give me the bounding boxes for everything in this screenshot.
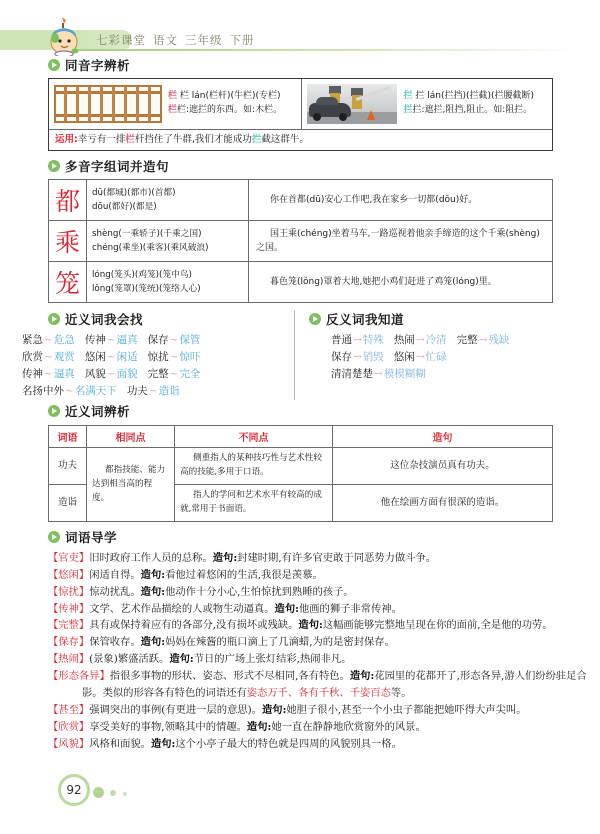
pair-source: 热闹 (393, 334, 415, 347)
pair-target: 冷清 (425, 334, 447, 347)
homophone-pinyin-line: 拦 lán(拦挡)(拦截)(拦腰截断) (415, 91, 535, 102)
pair-row (22, 332, 290, 349)
word-guide-entry (48, 584, 600, 601)
word-guide-example-label: 造句: (150, 737, 176, 750)
column-header: 造句 (333, 426, 553, 448)
polyphone-word-line: lǒng(笼罩)(笼统)(笼络人心) (92, 284, 201, 295)
page-header (0, 0, 600, 56)
pair-target: 危急 (53, 334, 75, 347)
pair-row (22, 383, 290, 400)
word-guide-keyword: 【官吏】 (48, 551, 90, 564)
decor-dot (110, 790, 116, 796)
pair-separator: ~ (65, 385, 74, 398)
word-guide-definition: 文学、艺术作品描绘的人或物生动逼真。 (89, 602, 275, 615)
pair-source: 悠闲 (393, 351, 415, 364)
polyphone-sentence: 暮色笼(lǒng)罩着大地,她把小鸡们赶进了鸡笼(lóng)里。 (249, 262, 553, 303)
syn-difference: 侧重指人的某种技巧性与艺术性较高的技能,多用于口语。 (175, 448, 333, 485)
section-synonyms-heading (0, 310, 290, 328)
word-guide-example-label: 造句: (140, 568, 166, 581)
wooden-fence-photo (54, 85, 162, 123)
pair-separator: ~ (169, 368, 179, 381)
pair-source: 悠闲 (84, 351, 106, 364)
homophone-meaning-line: 栏:遮拦的东西。如:木栏。 (177, 105, 283, 115)
homophone-box (48, 78, 553, 151)
polyphone-word-line: dū(都城)(都市)(首都) (92, 187, 176, 198)
section-title: 反义词我知道 (326, 312, 405, 328)
homophone-meaning-line: 拦:遮拦,阻挡,阻止。如:阻拦。 (412, 105, 533, 115)
word-guide-example: 她一直在静静地欣赏窗外的风景。 (271, 720, 426, 733)
syn-word: 功夫 (49, 448, 87, 485)
homophone-text: 拦 拦 lán(拦挡)(拦截)(拦腰截断) 拦拦:遮拦,阻挡,阻止。如:阻拦。 (403, 91, 535, 115)
pair-row (22, 366, 290, 383)
usage-fragment: 幸亏有一排 (77, 134, 126, 145)
word-guide-example-label: 造句: (212, 551, 238, 564)
pair-target: 残缺 (488, 334, 510, 347)
word-guide-entry (48, 601, 600, 618)
mascot-icon (42, 16, 88, 56)
pair-row (331, 366, 556, 383)
word-guide-definition: 享受美好的事物,领略其中的情趣。 (89, 720, 247, 733)
syn-analysis-table (48, 425, 553, 522)
pair-separator: ~ (106, 368, 116, 381)
pair-source: 紧急 (22, 334, 43, 347)
pair-row (22, 349, 290, 366)
pair-source: 清清楚楚 (331, 368, 373, 381)
pair-target: 观赏 (53, 351, 75, 364)
word-guide-example-label: 造句: (246, 720, 272, 733)
pair-target: 完全 (179, 368, 201, 381)
word-guide-example: 他动作十分小心,生怕惊扰到熟睡的孩子。 (165, 585, 354, 598)
word-guide-entry (48, 668, 600, 702)
pair-target: 销毁 (362, 351, 384, 364)
synonym-antonym-row (0, 310, 600, 400)
pair-separator: ~ (169, 351, 179, 364)
word-guide-keyword: 【欣赏】 (48, 720, 90, 733)
play-bullet-icon (48, 531, 60, 543)
syn-difference: 指人的学问和艺术水平有较高的成就,常用于书面语。 (175, 485, 333, 522)
word-guide-keyword: 【惊扰】 (48, 585, 90, 598)
play-bullet-icon (48, 313, 60, 325)
word-guide-entry (48, 651, 600, 668)
word-guide-keyword: 【甚至】 (48, 703, 90, 716)
section-title: 多音字组词并造句 (65, 159, 170, 175)
header-subject: 语文 (153, 33, 178, 47)
word-guide-example-label: 造句: (274, 602, 299, 615)
pair-separator: ~ (44, 351, 53, 364)
pair-target: 特殊 (362, 334, 384, 347)
toll-gate-barrier-photo (307, 84, 397, 124)
pair-separator: → (353, 334, 362, 347)
pair-target: 保管 (179, 334, 201, 347)
word-guide-example: 看他过着悠闲的生活,我很是羡慕。 (165, 568, 323, 581)
pair-target: 逼真 (116, 334, 138, 347)
pair-separator: → (415, 351, 425, 364)
column-header: 相同点 (87, 426, 175, 448)
polyphone-char: 笼 (49, 262, 87, 303)
section-title: 词语导学 (65, 529, 118, 545)
word-guide-example: 封建时期,有许多官吏敢于同恶势力做斗争。 (237, 551, 437, 564)
section-title: 同音字辨析 (65, 58, 131, 73)
word-guide-entry (48, 634, 600, 651)
pair-target: 模模糊糊 (383, 368, 426, 381)
antonyms-list (309, 332, 556, 383)
word-guide-example-label: 造句: (140, 585, 166, 598)
section-syn-analysis-heading (0, 402, 600, 420)
pair-separator: ~ (106, 351, 116, 364)
column-header: 不同点 (175, 426, 333, 448)
pair-source: 传神 (84, 334, 106, 347)
word-guide-entry (48, 550, 600, 567)
word-guide-definition: 具有或保持着应有的各部分,没有损坏或残缺。 (89, 619, 299, 632)
table-header-row (49, 426, 553, 448)
word-guide-definition: 旧时政府工作人员的总称。 (89, 551, 213, 564)
word-guide-example: 妈妈在辣酱的瓶口滴上了几滴蜡,为的是密封保存。 (165, 636, 395, 649)
word-guide-section (0, 528, 600, 753)
word-guide-keyword: 【完整】 (48, 619, 90, 632)
usage-label: 运用: (55, 134, 78, 145)
pair-target: 名满天下 (74, 385, 117, 398)
word-guide-keyword: 【悠闲】 (48, 568, 90, 581)
word-guide-example-label: 造句: (169, 653, 194, 666)
table-row (49, 448, 553, 485)
word-guide-example: 他画的狮子非常传神。 (298, 602, 402, 615)
word-guide-example-label: 造句: (349, 670, 375, 683)
section-title: 近义词辨析 (65, 404, 131, 420)
usage-fragment: 杆挡住了牛群,我们才能成功 (134, 134, 252, 145)
polyphone-sentence: 国王乘(chéng)坐着马车,一路巡视着他亲手缔造的这个千乘(shèng)之国。 (249, 221, 553, 262)
syn-word: 造诣 (49, 485, 87, 522)
polyphone-words (87, 180, 249, 221)
play-bullet-icon (309, 313, 321, 325)
word-guide-example: 节日的广场上张灯结彩,热闹非凡。 (193, 653, 352, 666)
table-row (49, 221, 553, 262)
word-guide-definition: 强调突出的事例(有更进一层的意思)。 (89, 703, 262, 716)
header-rule (78, 49, 578, 51)
polyphone-sentence: 你在首都(dū)安心工作吧,我在家乡一切都(dōu)好。 (249, 180, 553, 221)
polyphone-word-line: shèng(一乘轿子)(千乘之国) (92, 228, 202, 239)
word-guide-example-highlight: 姿态万千、各有千秋、千姿百态 (246, 686, 391, 699)
pair-source: 名扬中外 (22, 385, 64, 398)
word-guide-entry (48, 617, 600, 634)
word-guide-example: 这幅画能够完整地呈现在你的面前,全是他的功劳。 (322, 619, 553, 632)
word-guide-keyword: 【热闹】 (48, 653, 90, 666)
header-volume: 下册 (229, 33, 255, 47)
word-guide-definition: 惊动扰乱。 (89, 585, 141, 598)
word-guide-keyword: 【传神】 (48, 602, 90, 615)
polyphone-char: 乘 (49, 221, 87, 262)
word-guide-entry (48, 719, 600, 736)
pair-target: 忙碌 (425, 351, 447, 364)
pair-separator: → (374, 368, 383, 381)
word-guide-example: 花园里的花都开了,形态各异,游人们纷纷驻足合影。类似的形容各有特色的词语还有 (82, 670, 587, 699)
usage-fragment: 拦 (251, 134, 262, 145)
decor-dot (123, 792, 127, 796)
word-guide-entry (48, 736, 600, 753)
antonyms-column (294, 310, 556, 400)
word-guide-keyword: 【风貌】 (48, 737, 90, 750)
syn-sentence: 他在绘画方面有很深的造诣。 (333, 485, 553, 522)
homophone-cell (301, 79, 553, 129)
pair-source: 保存 (331, 351, 352, 364)
word-guide-definition: (景象)繁盛活跃。 (89, 653, 170, 666)
pair-source: 完整 (456, 334, 478, 347)
play-bullet-icon (48, 405, 60, 417)
section-title: 近义词我会找 (65, 312, 144, 328)
play-bullet-icon (48, 160, 60, 172)
pair-separator: → (415, 334, 425, 347)
pair-source: 传神 (22, 368, 43, 381)
synonyms-list (0, 332, 290, 400)
table-row (49, 262, 553, 303)
play-bullet-icon (48, 59, 60, 71)
pair-target: 闲适 (116, 351, 138, 364)
header-brand: 七彩课堂 (96, 33, 146, 47)
word-guide-keyword: 【形态各异】 (48, 670, 110, 683)
section-word-guide-heading (0, 528, 600, 546)
pair-source: 功夫 (126, 385, 148, 398)
word-guide-example-label: 造句: (261, 703, 287, 716)
pair-target: 惊吓 (179, 351, 201, 364)
word-guide-keyword: 【保存】 (48, 636, 90, 649)
pair-separator: ~ (44, 368, 53, 381)
word-guide-example-label: 造句: (140, 636, 166, 649)
pair-separator: → (353, 351, 362, 364)
pair-separator: ~ (169, 334, 179, 347)
polyphone-word-line: chéng(乘坐)(乘客)(乘风破浪) (92, 243, 209, 254)
pair-source: 普通 (331, 334, 352, 347)
homophone-usage-row (49, 129, 552, 150)
pair-separator: ~ (148, 385, 158, 398)
word-guide-entry (48, 702, 600, 719)
pair-source: 保存 (147, 334, 169, 347)
section-antonyms-heading (309, 310, 556, 328)
pair-separator: → (478, 334, 488, 347)
decor-dot (93, 787, 104, 798)
word-guide-list (0, 550, 600, 753)
polyphone-words (87, 221, 249, 262)
polyphone-word-line: lóng(笼头)(鸡笼)(笼中鸟) (92, 269, 192, 280)
polyphone-char: 都 (49, 180, 87, 221)
pair-row (331, 349, 556, 366)
homophone-text: 栏 栏 lán(栏杆)(牛栏)(专栏) 栏栏:遮拦的东西。如:木栏。 (168, 91, 283, 115)
pair-row (331, 332, 556, 349)
header-grade: 三年级 (185, 33, 223, 47)
polyphone-word-line: dōu(都好)(都是) (92, 202, 157, 213)
header-title (96, 32, 262, 48)
pair-target: 逼真 (53, 368, 75, 381)
syn-shared-point: 都指技能、能力达到相当高的程度。 (87, 448, 175, 522)
word-guide-entry (48, 567, 600, 584)
word-guide-definition: 风格和面貌。 (89, 737, 151, 750)
word-guide-definition: 闲适自得。 (89, 568, 141, 581)
word-guide-example: 这个小亭子最大的特色就是四周的风貌别具一格。 (175, 737, 402, 750)
homophone-pinyin-line: 栏 lán(栏杆)(牛栏)(专栏) (179, 91, 281, 102)
synonyms-column (0, 310, 290, 400)
pair-source: 欣赏 (22, 351, 43, 364)
column-header: 词语 (49, 426, 87, 448)
word-guide-definition: 指很多事物的形状、姿态、形式不尽相同,各有特色。 (109, 670, 350, 683)
pair-source: 惊扰 (147, 351, 169, 364)
pair-source: 完整 (147, 368, 169, 381)
pair-separator: ~ (44, 334, 53, 347)
usage-fragment: 截这群牛。 (261, 134, 309, 145)
usage-sentence (78, 134, 309, 145)
table-row (49, 180, 553, 221)
usage-fragment: 栏 (125, 134, 135, 145)
word-guide-definition: 保管收存。 (89, 636, 141, 649)
polyphone-table (48, 179, 553, 303)
pair-separator: ~ (106, 334, 116, 347)
syn-sentence: 这位杂技演员真有功夫。 (333, 448, 553, 485)
word-guide-example: 她胆子很小,甚至一个小虫子都能把她吓得大声尖叫。 (286, 703, 527, 716)
section-polyphone-heading (0, 157, 600, 175)
word-guide-example-label: 造句: (298, 619, 323, 632)
homophone-cell (49, 79, 301, 129)
pair-target: 面貌 (116, 368, 138, 381)
page-footer (0, 774, 600, 808)
pair-target: 造诣 (158, 385, 180, 398)
page-number: 92 (58, 774, 90, 806)
polyphone-words (87, 262, 249, 303)
word-guide-example-tail: 等。 (390, 686, 412, 699)
section-homophone-heading (0, 56, 600, 74)
pair-source: 风貌 (84, 368, 106, 381)
